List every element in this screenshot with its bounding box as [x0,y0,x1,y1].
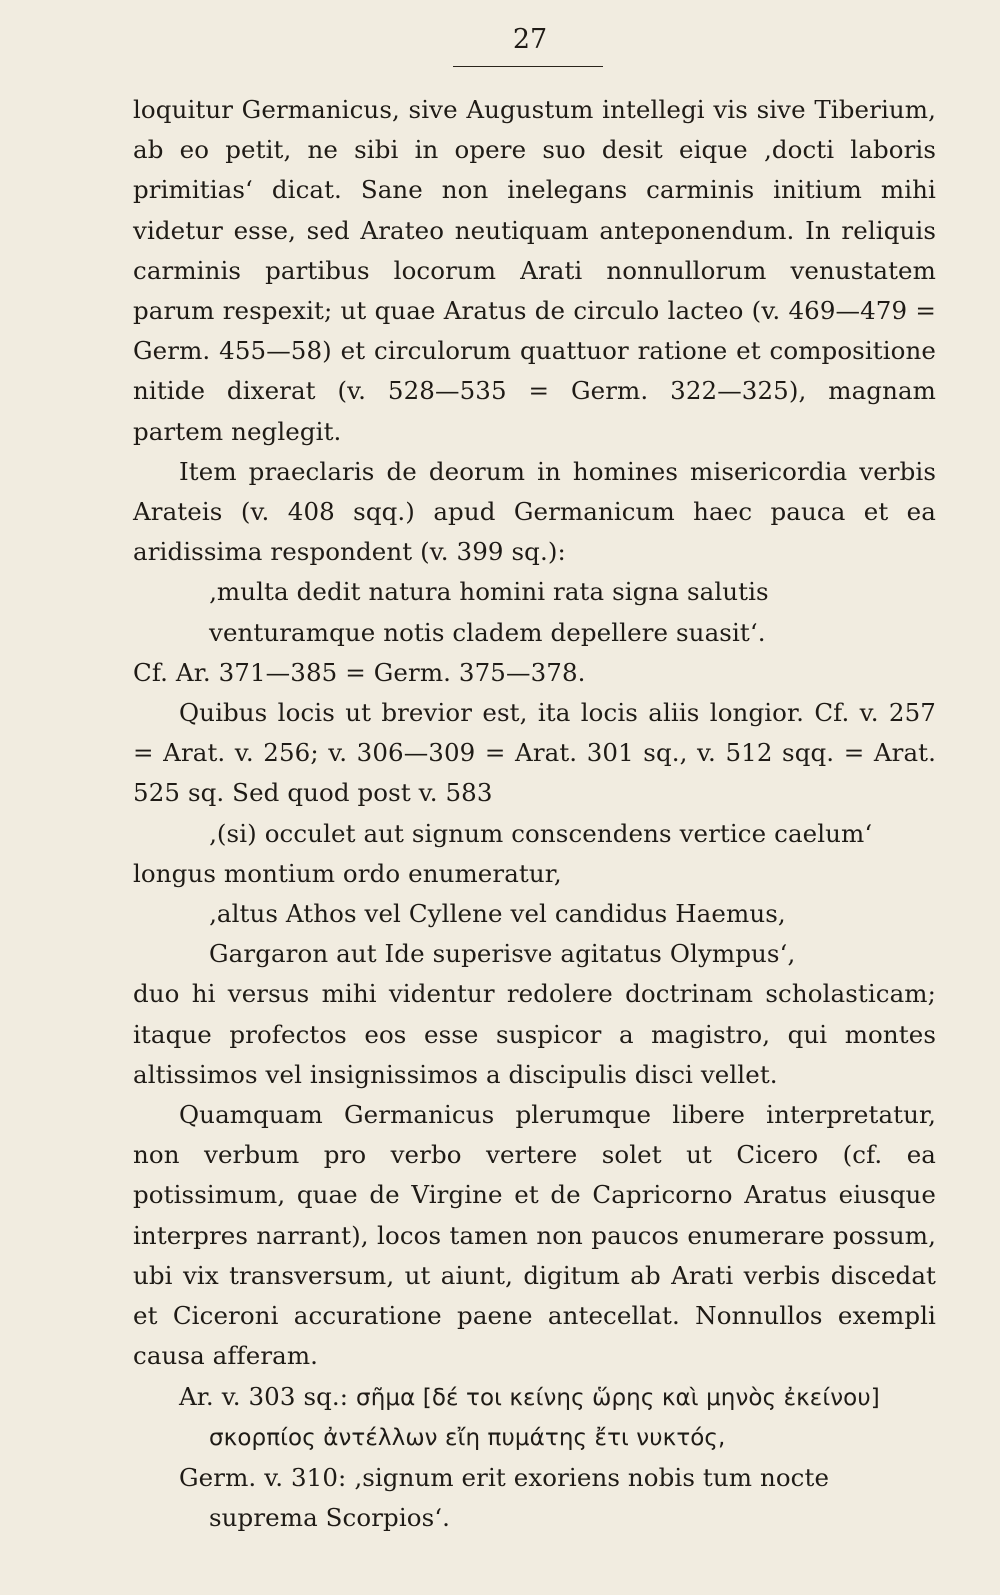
paragraph-3: Quibus locis ut brevior est, ita locis aliis longior. Cf. v. 257 = Arat. v. 256; v. 306—309 = Arat. 301 sq., v. 512 sqq. = Arat. 525 sq. Sed quod post v. 583 [133,698,936,808]
paragraph-5: Quamquam Germanicus plerumque libere interpretatur, non verbum pro verbo vertere solet ut Cicero (cf. ea potissimum, quae de Virgine et de Capricorno Aratus eiusque interpres narrant), locos tamen non paucos enumerare possum, ubi vix transversum, ut aiunt, digitum ab Arati verbis discedat et Ciceroni accuratione paene antecellat. Nonnullos exempli causa afferam. [133,1100,936,1371]
page-header [0,22,1000,58]
citation-aratus [133,1377,936,1418]
verse-line: ‚altus Athos vel Cyllene vel candidus Haemus, [209,899,786,929]
verse-line: ‚(si) occulet aut signum conscendens vertice caelum‘ [209,818,873,848]
citation-line: Cf. Ar. 371—385 = Germ. 375—378. [133,657,586,687]
page-number: 27 [512,24,548,55]
greek-quote: σῆμα [δέ τοι κείνης ὥρης καὶ μηνὸς ἐκείνου] [356,1384,880,1411]
header-rule [453,66,603,67]
citation-germanicus: Germ. v. 310: ‚signum erit exoriens nobis tum nocte [179,1462,830,1492]
page-body [133,90,936,1538]
verse-line: ‚multa dedit natura homini rata signa salutis [209,577,769,607]
verse-line: Gargaron aut Ide superisve agitatus Olympus‘, [209,939,796,969]
paragraph-continuation: longus montium ordo enumeratur, [133,858,562,888]
verse-line: venturamque notis cladem depellere suasit‘. [209,617,766,647]
paragraph-2: Item praeclaris de deorum in homines misericordia verbis Arateis (v. 408 sqq.) apud Germanicum haec pauca et ea aridissima respondent (v. 399 sq.): [133,456,936,567]
greek-verse-line: σκορπίος ἀντέλλων εἴη πυμάτης ἔτι νυκτός, [209,1424,726,1451]
citation-ref: Ar. v. 303 sq.: [179,1381,357,1411]
paragraph-1: loquitur Germanicus, sive Augustum intellegi vis sive Tiberium, ab eo petit, ne sibi in opere suo desit eique ‚docti laboris primitias‘ dicat. Sane non inelegans carminis initium mihi videtur esse, sed Arateo neutiquam anteponendum. In reliquis carminis partibus locorum Arati nonnullorum venustatem parum respexit; ut quae Aratus de circulo lacteo (v. 469—479 = Germ. 455—58) et circulorum quattuor ratione et compositione nitide dixerat (v. 528—535 = Germ. 322—325), magnam partem neglegit. [133,95,936,446]
paragraph-4: duo hi versus mihi videntur redolere doctrinam scholasticam; itaque profectos eos esse suspicor a magistro, qui montes altissimos vel insignissimos a discipulis disci vellet. [133,979,936,1089]
verse-line: suprema Scorpios‘. [209,1503,451,1533]
